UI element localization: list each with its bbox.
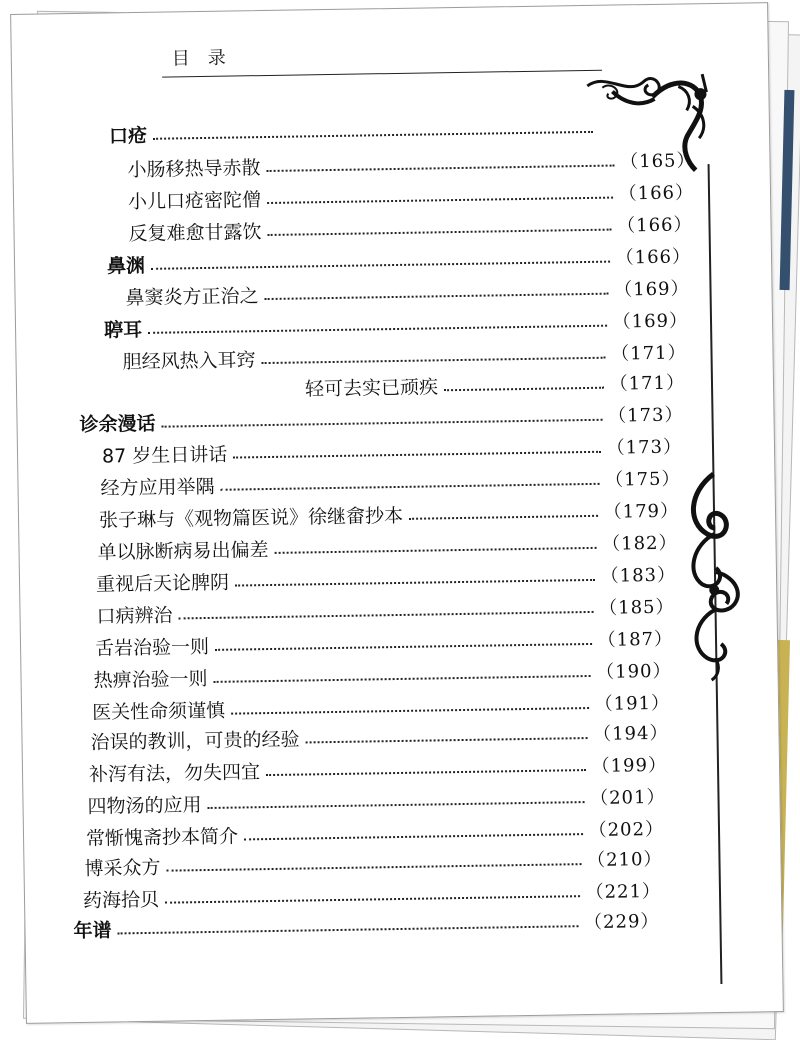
leader-dots: [208, 801, 585, 809]
leader-dots: [214, 675, 591, 683]
toc-entry-title: 口病辨治: [96, 604, 173, 628]
leader-dots: [179, 611, 594, 620]
toc-entry-title: 热痹治验一则: [93, 667, 208, 692]
leader-dots: [118, 925, 579, 934]
leader-dots: [233, 451, 600, 459]
leader-dots: [409, 515, 598, 520]
toc-entry-title: 重视后天论脾阴: [95, 571, 230, 596]
toc-entry-page: （187）: [597, 628, 674, 651]
toc-entry-page: （221）: [585, 880, 662, 904]
toc-entry-page: （165）: [619, 150, 696, 173]
leader-dots: [267, 165, 615, 172]
leader-dots: [167, 863, 582, 872]
toc-entry-title: 鼻窦炎方正治之: [125, 284, 259, 309]
leader-dots: [275, 547, 597, 554]
toc-entry-page: （185）: [598, 596, 675, 619]
toc-entry-page: （166）: [616, 214, 693, 237]
toc-entry-page: （166）: [615, 246, 692, 269]
leader-dots: [268, 229, 612, 236]
toc-entry-page: （199）: [591, 754, 668, 777]
toc-entry-title: 医关性命须谨慎: [91, 699, 226, 724]
toc-entry-title: 口疮: [108, 124, 148, 147]
toc-entry-page: （210）: [586, 848, 663, 872]
table-of-contents: [11, 3, 783, 1015]
toc-entry-title: 补泻有法，勿失四宜: [88, 760, 261, 786]
toc-entry[interactable]: [305, 366, 685, 402]
toc-entry-page: （183）: [600, 564, 677, 587]
toc-entry-title: 四物汤的应用: [87, 793, 202, 818]
toc-entry-title: 鼻渊: [106, 254, 146, 278]
toc-entry-page: （190）: [596, 660, 672, 683]
page-header-title: 目录: [171, 47, 244, 70]
toc-entry-title: 舌岩治验一则: [94, 635, 210, 660]
toc-entry-page: （169）: [614, 278, 690, 301]
toc-entry-title: 药海拾贝: [82, 888, 160, 912]
toc-entry-title: 聤耳: [103, 318, 143, 342]
toc-entry-page: （182）: [601, 532, 678, 555]
toc-entry-page: （169）: [612, 310, 689, 333]
toc-entry-title: 87 岁生日讲话: [101, 443, 228, 468]
toc-entry-page: （166）: [618, 182, 695, 205]
leader-dots: [235, 579, 595, 587]
toc-entry-page: （171）: [609, 372, 686, 395]
toc-entry-page: （173）: [607, 404, 684, 427]
toc-entry-title: 轻可去实已顽疾: [304, 375, 439, 400]
toc-entry-page: （173）: [606, 436, 683, 459]
toc-entry-page: （201）: [589, 786, 666, 810]
toc-entry-page: （179）: [603, 500, 680, 523]
toc-entry-title: 博采众方: [84, 856, 161, 880]
leader-dots: [151, 261, 610, 270]
toc-entry-page: （194）: [592, 722, 669, 745]
toc-entry-page: （175）: [604, 468, 681, 491]
toc-page: [10, 2, 784, 1024]
toc-entry-page: （191）: [594, 692, 671, 715]
toc-entry-title: 单以脉断病易出偏差: [97, 538, 269, 564]
leader-dots: [267, 197, 613, 204]
toc-entry-title: 诊余漫话: [79, 412, 156, 436]
leader-dots: [215, 643, 592, 651]
toc-entry-title: 小儿口疮密陀僧: [127, 188, 262, 213]
toc-entry-page: （171）: [611, 342, 687, 365]
leader-dots: [165, 895, 580, 904]
toc-entry-title: 小肠移热导赤散: [127, 156, 261, 181]
toc-entry-page: （229）: [583, 910, 660, 934]
leader-dots: [265, 293, 609, 300]
leader-dots: [306, 737, 588, 743]
toc-entry-title: 胆经风热入耳窍: [122, 348, 256, 373]
toc-entry-title: 常惭愧斋抄本简介: [85, 825, 239, 850]
leader-dots: [444, 387, 604, 392]
leader-dots: [231, 707, 589, 715]
leader-dots: [262, 357, 606, 364]
leader-dots: [148, 325, 607, 334]
leader-dots: [266, 769, 586, 776]
toc-entry-title: 经方应用举隅: [100, 475, 215, 500]
leader-dots: [221, 483, 600, 491]
toc-entry-title: 年谱: [73, 919, 112, 942]
toc-entry-title: 反复难愈甘露饮: [128, 220, 262, 245]
toc-entry[interactable]: [109, 112, 599, 150]
leader-dots: [153, 131, 593, 140]
leader-dots: [244, 833, 583, 840]
toc-entry-title: 治误的教训，可贵的经验: [90, 728, 300, 754]
toc-entry-title: 张子琳与《观物篇医说》徐继畲抄本: [98, 504, 404, 532]
toc-entry-page: （202）: [588, 818, 665, 842]
leader-dots: [162, 419, 603, 428]
